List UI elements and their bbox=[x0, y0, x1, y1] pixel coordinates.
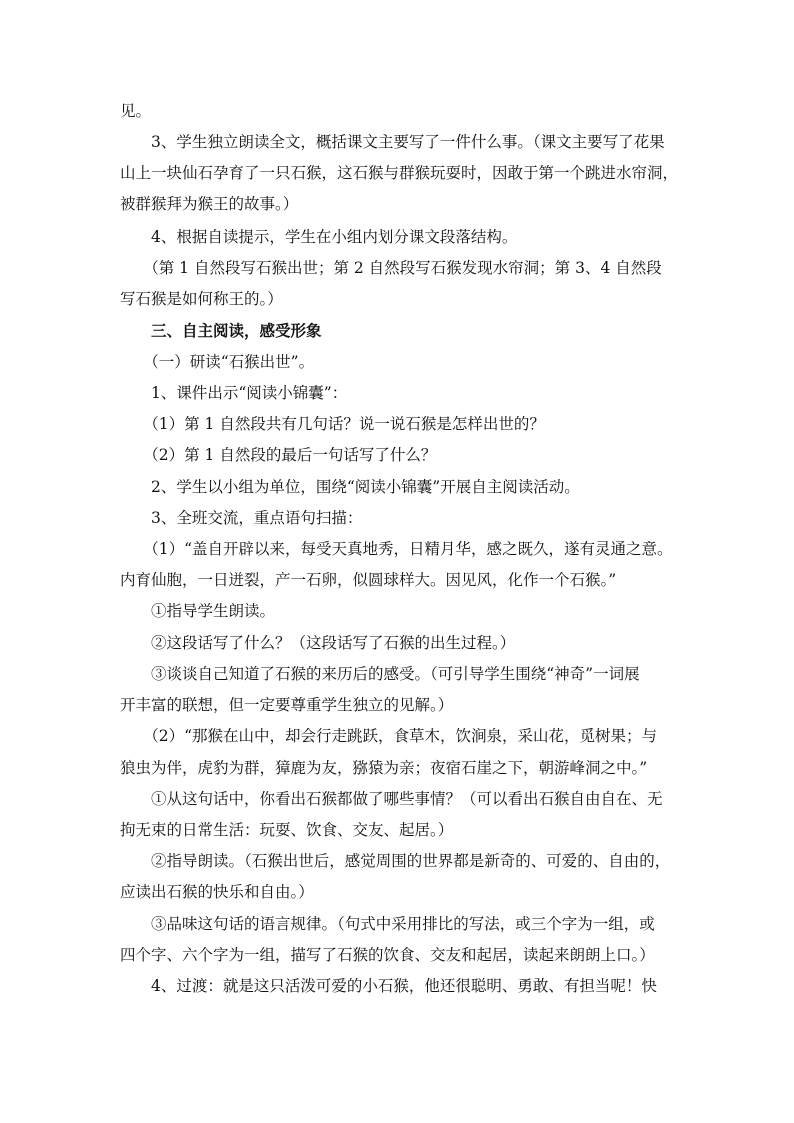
text-line: 见。 bbox=[120, 102, 152, 120]
text-line: 被群猴拜为猴王的故事。） bbox=[120, 195, 299, 213]
text-line: 山上一块仙石孕育了一只石猴，这石猴与群猴玩耍时，因敢于第一个跳进水帘洞， bbox=[120, 164, 679, 182]
text-line: 拘无束的日常生活：玩耍、饮食、交友、起居。） bbox=[120, 821, 454, 839]
subsection-heading: （一）研读“石猴出世”。 bbox=[120, 353, 315, 371]
text-line: 3、学生独立朗读全文，概括课文主要写了一件什么事。（课文主要写了花果 bbox=[120, 133, 665, 151]
text-line: ②指导朗读。（石猴出世后，感觉周围的世界都是新奇的、可爱的、自由的， bbox=[120, 852, 671, 870]
text-line: 内育仙胞，一日迸裂，产一石卵，似圆球样大。因见风，化作一个石猴。” bbox=[120, 571, 617, 589]
text-line: （2）“那猴在山中，却会行走跳跃，食草木，饮涧泉，采山花，觅树果；与 bbox=[120, 727, 658, 745]
section-heading: 三、自主阅读，感受形象 bbox=[120, 321, 322, 340]
text-line: ①从这句话中，你看出石猴都做了哪些事情？（可以看出石猴自由自在、无 bbox=[120, 790, 663, 808]
text-line: 4、根据自读提示，学生在小组内划分课文段落结构。 bbox=[120, 228, 518, 246]
text-line: （2）第 1 自然段的最后一句话写了什么？ bbox=[120, 446, 437, 464]
text-line: 4、过渡：就是这只活泼可爱的小石猴，他还很聪明、勇敢、有担当呢！快 bbox=[120, 977, 657, 995]
text-line: （1）第 1 自然段共有几句话？说一说石猴是怎样出世的？ bbox=[120, 415, 545, 433]
text-line: ①指导学生朗读。 bbox=[120, 602, 276, 620]
text-line: 1、课件出示“阅读小锦囊”： bbox=[120, 384, 348, 402]
text-line: ②这段话写了什么？（这段话写了石猴的出生过程。） bbox=[120, 634, 516, 652]
text-line: 写石猴是如何称王的。） bbox=[120, 290, 283, 308]
text-line: （1）“盖自开辟以来，每受天真地秀，日精月华，感之既久，遂有灵通之意。 bbox=[120, 540, 673, 558]
text-line: ③品味这句话的语言规律。（句式中采用排比的写法，或三个字为一组，或 bbox=[120, 915, 655, 933]
text-line: 2、学生以小组为单位，围绕“阅读小锦囊”开展自主阅读活动。 bbox=[120, 478, 580, 496]
text-line: （第 1 自然段写石猴出世；第 2 自然段写石猴发现水帘洞；第 3、4 自然段 bbox=[120, 259, 662, 277]
text-line: 四个字、六个字为一组，描写了石猴的饮食、交友和起居，读起来朗朗上口。） bbox=[120, 946, 655, 964]
text-line: 应读出石猴的快乐和自由。） bbox=[120, 883, 314, 901]
text-line: 开丰富的联想，但一定要尊重学生独立的见解。） bbox=[120, 696, 454, 714]
text-line: 狼虫为伴，虎豹为群，獐鹿为友，猕猿为亲；夜宿石崖之下，朝游峰洞之中。” bbox=[120, 759, 648, 777]
text-line: 3、全班交流，重点语句扫描： bbox=[120, 509, 363, 527]
text-line: ③谈谈自己知道了石猴的来历后的感受。（可引导学生围绕“神奇”一词展 bbox=[120, 665, 640, 683]
